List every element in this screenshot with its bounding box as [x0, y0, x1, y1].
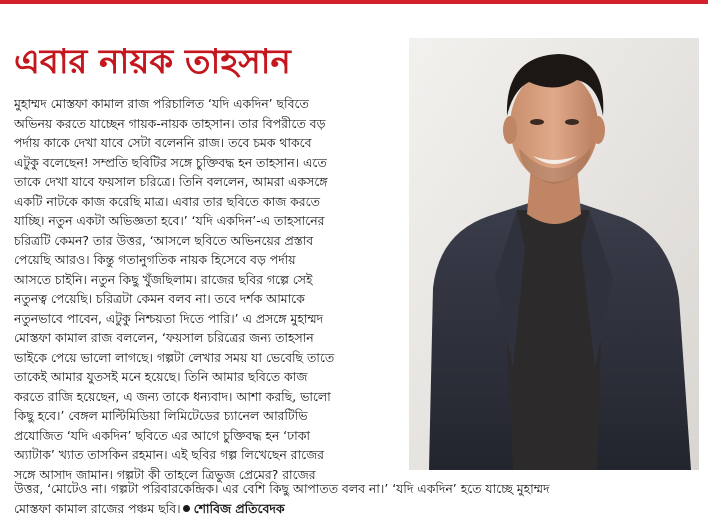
closing-sentence: মোস্তফা কামাল রাজের পঞ্চম ছবি।	[14, 500, 181, 516]
body-line-20: সঙ্গে আসাদ জামান। গল্পটা কী তাহলে ত্রিভুজ প্রেমের? রাজের	[14, 466, 316, 482]
body-line-7: যাচ্ছি। নতুন একটা অভিজ্ঞতা হবে।’ ‘যদি একদিন’-এ তাহসানের	[14, 213, 325, 228]
bullet-icon	[183, 505, 190, 512]
body-line-9: পেয়েছি আরও। কিন্তু গতানুগতিক নায়ক হিসেবে বড় পর্দায়	[14, 252, 296, 267]
body-line-21: উত্তর, ‘মোটেও না। গল্পটা পরিবারকেন্দ্রিক। এর বেশি কিছু আপাতত বলব না।’ ‘যদি একদিন’ হতে যাচ্ছে মুহাম্মদ	[14, 481, 550, 496]
body-line-6: একটি নাটকে কাজ করেছি মাত্র। এবার তার ছবিতে কাজ করতে	[14, 193, 320, 209]
body-line-16: করতে রাজি হয়েছেন, এ জন্য তাকে ধন্যবাদ। আশা করছি, ভালো	[14, 388, 331, 404]
body-line-18: প্রযোজিত ‘যদি একদিন’ ছবিতে এর আগে চুক্তিবদ্ধ হন ‘ঢাকা	[14, 427, 310, 443]
body-line-3: পর্দায় কাকে দেখা যাবে সেটা বলেননি রাজ। তবে চমক থাকবে	[14, 135, 312, 150]
body-line-1: মুহাম্মদ মোস্তফা কামাল রাজ পরিচালিত ‘যদি একদিন’ ছবিতে	[14, 96, 309, 111]
portrait-photo	[409, 38, 699, 470]
body-line-12: নতুনভাবে পাবেন, এটুকু নিশ্চয়তা দিতে পারি।’ এ প্রসঙ্গে মুহাম্মদ	[14, 310, 324, 326]
body-line-13: মোস্তফা কামাল রাজ বললেন, ‘ফয়সাল চরিত্রের জন্য তাহসান	[14, 330, 314, 345]
body-line-4: এটুকু বলেছেন! সম্প্রতি ছবিটির সঙ্গে চুক্তিবদ্ধ হন তাহসান। এতে	[14, 154, 327, 170]
body-line-17: কিছু হবে।’ বেঙ্গল মাল্টিমিডিয়া লিমিটেডের চ্যানেল আরটিভি	[14, 408, 308, 423]
body-line-15: তাকেই আমার যুতসই মনে হয়েছে। তিনি আমার ছবিতে কাজ	[14, 369, 308, 384]
body-line-5: তাকে দেখা যাবে ফয়সাল চরিত্রে। তিনি বললেন, আমরা একসঙ্গে	[14, 174, 328, 189]
body-line-8: চরিত্রটি কেমন? তার উত্তর, ‘আসলে ছবিতে অভিনয়ের প্রস্তাব	[14, 232, 314, 248]
byline: শোবিজ প্রতিবেদক	[193, 500, 285, 516]
body-line-14: ভাইকে পেয়ে ভালো লাগছে। গল্পটা লেখার সময় যা ভেবেছি তাতে	[14, 349, 335, 365]
body-line-2: অভিনয় করতে যাচ্ছেন গায়ক-নায়ক তাহসান। তার বিপরীতে বড়	[14, 115, 326, 131]
body-line-10: আসতে চাইনি। নতুন কিছু খুঁজছিলাম। রাজের ছবির গল্পে সেই	[14, 271, 313, 287]
body-last-line	[14, 499, 698, 519]
headline: এবার নায়ক তাহসান	[14, 42, 291, 82]
top-red-rule	[0, 0, 708, 4]
body-line-19: অ্যাটাক’ খ্যাত তাসকিন রহমান। এই ছবির গল্প লিখেছেন রাজের	[14, 447, 324, 462]
body-line-11: নতুনত্ব পেয়েছি। চরিত্রটা কেমন বলব না। তবে দর্শক আমাকে	[14, 291, 305, 306]
